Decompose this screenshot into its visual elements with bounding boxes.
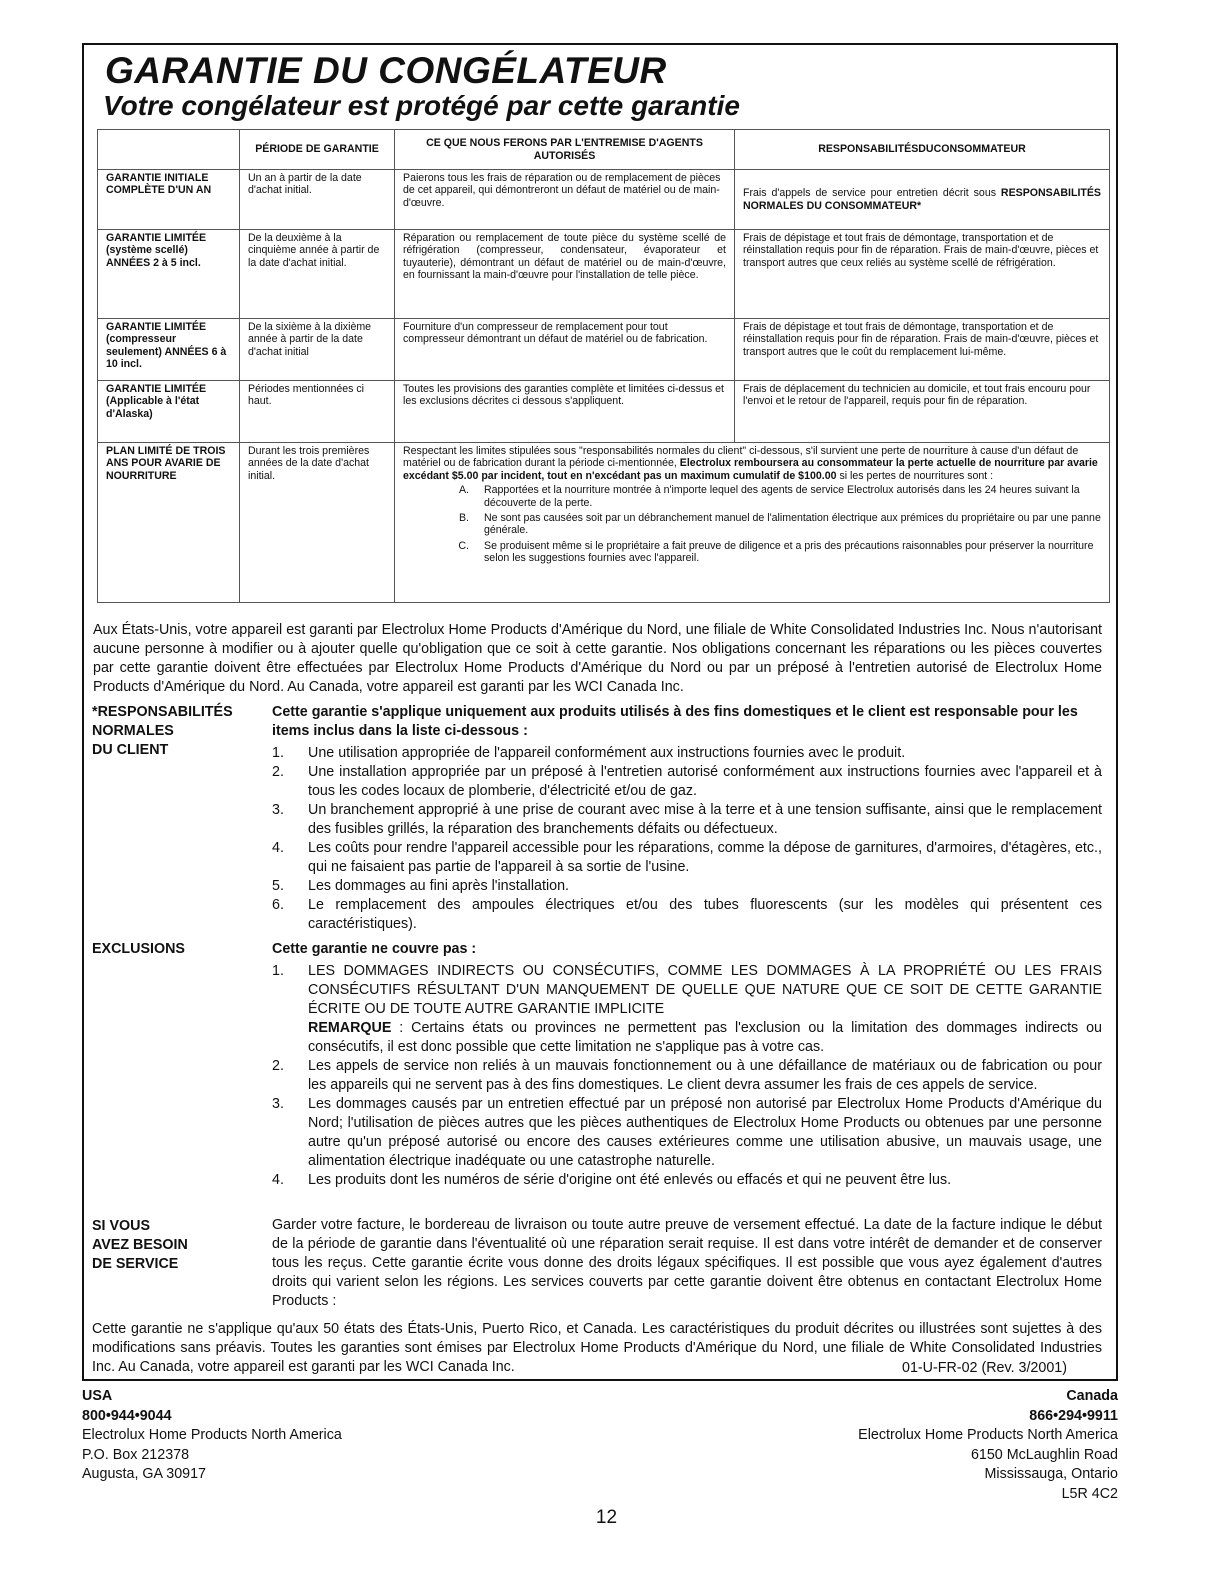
label-line: DU CLIENT xyxy=(92,742,169,758)
address-line: Mississauga, Ontario xyxy=(984,1466,1118,1482)
warranty-type-cell: GARANTIE INITIALE COMPLÈTE D'UN AN xyxy=(98,170,240,230)
section-lead: Cette garantie s'applique uniquement aux produits utilisés à des fins domestiques et le client est responsable pour les items inclus dans la liste ci-dessous : xyxy=(272,704,1078,739)
warranty-type-cell: GARANTIE LIMITÉE (système scellé) ANNÉES 2 à 5 incl. xyxy=(98,230,240,319)
usa-contact xyxy=(82,1387,342,1485)
table-row xyxy=(98,381,1110,443)
warranty-service-cell: Réparation ou remplacement de toute pièce du système scellé de réfrigération (compresseur, condensateur, évaporateur et tuyauterie), démontrant un défaut de matériel ou de main-d'œuvre, en fournissant la main-d'œuvre pour l'installation de telle pièce. xyxy=(395,230,735,319)
table-header-row xyxy=(98,130,1110,170)
closing-paragraph: Cette garantie ne s'applique qu'aux 50 états des États-Unis, Puerto Rico, et Canada. Les caractéristiques du produit décrites ou illustrées sont sujettes à des modifications sans préavis. Toutes les garanties sont émises par Electrolux Home Products d'Amérique du Nord, une filiale de White Consolidated Industries Inc. Au Canada, votre appareil est garanti par les WCI Canada Inc. xyxy=(92,1321,1102,1375)
list-item-text: Une installation appropriée par un préposé à l'entretien autorisé conformément aux instructions fournies avec l'appareil et à tous les codes locaux de plomberie, d'électricité et/ou de gaz. xyxy=(308,764,1102,799)
food-loss-text: si les pertes de nourritures sont : xyxy=(839,469,994,482)
warranty-type-cell: GARANTIE LIMITÉE (Applicable à l'état d'Alaska) xyxy=(98,381,240,443)
list-item xyxy=(403,484,1101,509)
warranty-service-cell: Paierons tous les frais de réparation ou de remplacement de pièces de cet appareil, qui démontreront un défaut de matériel ou de main-d'œuvre. xyxy=(395,170,735,230)
label-line: AVEZ BESOIN xyxy=(92,1237,188,1253)
list-number: 3. xyxy=(272,1096,284,1112)
list-item xyxy=(272,1095,1102,1171)
label-line: NORMALES xyxy=(92,723,174,739)
service-label xyxy=(92,1217,188,1274)
list-item-text: Les dommages au fini après l'installation. xyxy=(308,878,570,894)
warranty-service-cell: Toutes les provisions des garanties complète et limitées ci-dessus et les exclusions décrites ci dessous s'appliquent. xyxy=(395,381,735,443)
list-marker: A. xyxy=(458,484,469,497)
company-name: Electrolux Home Products North America xyxy=(82,1427,342,1443)
page-number: 12 xyxy=(595,1507,618,1528)
exclusions-label: EXCLUSIONS xyxy=(92,941,185,957)
list-marker: C. xyxy=(458,539,469,552)
warranty-service-cell: Fourniture d'un compresseur de remplacement pour tout compresseur démontrant un défaut de matériel ou de fabrication. xyxy=(395,319,735,381)
exclusions-list xyxy=(272,962,1102,1190)
list-item-text: Les dommages causés par un entretien effectué par un préposé non autorisé par Electrolux Home Products d'Amérique du Nord; l'utilisation de pièces autres que les pièces authentiques de Electrolux Home Products ou obtenues par une personne autre qu'un préposé autorisé ou encore des causes extérieures comme une utilisation abusive, un mauvais usage, une alimentation électrique inadéquate ou une catastrophe naturelle. xyxy=(308,1096,1102,1169)
list-item-text: Les coûts pour rendre l'appareil accessible pour les réparations, comme la dépose de garnitures, d'armoires, d'étagères, etc., qui ne faisaient pas partie de l'appareil à sa sortie de l'usine. xyxy=(308,840,1102,875)
table-row xyxy=(98,319,1110,381)
warranty-type-cell: PLAN LIMITÉ DE TROIS ANS POUR AVARIE DE NOURRITURE xyxy=(98,443,240,603)
list-item xyxy=(272,839,1102,877)
list-number: 6. xyxy=(272,897,284,913)
list-item-text: Se produisent même si le propriétaire a fait preuve de diligence et a pris des précautions raisonnables pour préserver la nourriture selon les suggestions fournies avec l'appareil. xyxy=(484,539,1094,565)
consumer-responsibility-cell: Frais de dépistage et tout frais de démontage, transportation et de réinstallation requis pour fin de réparation. Frais de main-d'œuvre, pièces et transport autres que ceux reliés au système scellé de réfrigération. xyxy=(735,230,1110,319)
responsibilities-label xyxy=(92,703,233,760)
list-item xyxy=(272,763,1102,801)
list-number: 2. xyxy=(272,764,284,780)
list-item xyxy=(272,962,1102,1057)
table-row xyxy=(98,230,1110,319)
list-number: 1. xyxy=(272,963,284,979)
list-number: 3. xyxy=(272,802,284,818)
consumer-responsibility-cell: Frais de déplacement du technicien au domicile, et tout frais encouru pour l'envoi et le retour de l'appareil, requis pour fin de réparation. xyxy=(735,381,1110,443)
label-line: *RESPONSABILITÉS xyxy=(92,704,233,720)
list-number: 4. xyxy=(272,840,284,856)
food-loss-text: Respectant les limites stipulées sous "responsabilités normales du client" ci-dessous, s'il survient une perte de nourriture à cause d'un défaut de matériel ou de fabrication durant la période ci-mentionnée, xyxy=(403,445,1079,470)
list-item-text: LES DOMMAGES INDIRECTS OU CONSÉCUTIFS, COMME LES DOMMAGES À LA PROPRIÉTÉ OU LES FRAIS CONSÉCUTIFS RÉSULTANT D'UN MANQUEMENT DE QUELLE QUE NATURE QUE CE SOIT DE CETTE GARANTIE ÉCRITE OU DE TOUTE AUTRE GARANTIE IMPLICITE xyxy=(308,963,1102,1017)
list-item-text: Les appels de service non reliés à un mauvais fonctionnement ou à une défaillance de matériaux ou de fabrication ou pour les appareils qui ne servent pas à des fins domestiques. Le client devra assumer les frais de ces appels de service. xyxy=(308,1058,1102,1093)
list-number: 5. xyxy=(272,878,284,894)
warranty-type-cell: GARANTIE LIMITÉE (compresseur seulement) ANNÉES 6 à 10 incl. xyxy=(98,319,240,381)
label-line: DE SERVICE xyxy=(92,1256,179,1272)
section-lead: Cette garantie ne couvre pas : xyxy=(272,941,477,957)
list-item-text: Le remplacement des ampoules électriques et/ou des tubes fluorescents (sur les modèles qui présentent ces caractéristiques). xyxy=(308,897,1102,932)
consumer-text-bold: RESPONSABILITÉS NORMALES DU CONSOMMATEUR* xyxy=(743,187,1101,212)
list-item-text: Un branchement approprié à une prise de courant avec mise à la terre et à une tension suffisante, ainsi que le remplacement des fusibles grillés, la réparation des branchements défaits ou défectueux. xyxy=(308,802,1102,837)
list-item-text: Ne sont pas causées soit par un débranchement manuel de l'alimentation électrique aux prémices du propriétaire ou par une panne générale. xyxy=(484,512,1101,537)
table-header-cell xyxy=(98,130,240,170)
list-number: 1. xyxy=(272,745,284,761)
list-item xyxy=(272,1057,1102,1095)
list-item xyxy=(403,540,1101,565)
canada-contact xyxy=(858,1387,1118,1504)
consumer-text: Frais d'appels de service pour entretien décrit sous xyxy=(743,187,997,200)
form-code: 01-U-FR-02 (Rev. 3/2001) xyxy=(902,1360,1068,1376)
company-name: Electrolux Home Products North America xyxy=(858,1427,1118,1443)
phone-number: 866•294•9911 xyxy=(1029,1407,1118,1424)
address-line: P.O. Box 212378 xyxy=(82,1446,190,1463)
table-header-cell: CE QUE NOUS FERONS PAR L'ENTREMISE D'AGENTS AUTORISÉS xyxy=(395,130,735,170)
intro-paragraph: Aux États-Unis, votre appareil est garanti par Electrolux Home Products d'Amérique du Nord, une filiale de White Consolidated Industries Inc. Nous n'autorisant aucune personne à modifier ou à ajouter quelle qu'obligation que ce soit à cette garantie. Nos obligations concernant les réparations ou les pièces couvertes par cette garantie doivent être effectuées par Electrolux Home Products d'Amérique du Nord ou par un préposé à l'entretien autorisé de Electrolux Home Products d'Amérique du Nord. Au Canada, votre appareil est garanti par les WCI Canada Inc. xyxy=(93,622,1102,695)
list-item-text: Les produits dont les numéros de série d'origine ont été enlevés ou effacés et qui ne peuvent être lus. xyxy=(308,1172,952,1188)
list-item-text: Une utilisation appropriée de l'appareil conformément aux instructions fournies avec le produit. xyxy=(308,745,906,761)
table-header-cell: PÉRIODE DE GARANTIE xyxy=(240,130,395,170)
table-row xyxy=(98,170,1110,230)
consumer-responsibility-cell xyxy=(735,170,1110,230)
warranty-period-cell: Durant les trois premières années de la date d'achat initial. xyxy=(240,443,395,603)
label-line: SI VOUS xyxy=(92,1218,150,1234)
warranty-period-cell: De la sixième à la dixième année à partir de la date d'achat initial xyxy=(240,319,395,381)
list-item xyxy=(272,744,1102,763)
table-row xyxy=(98,443,1110,603)
exclusions-section xyxy=(272,940,1102,1190)
warranty-table xyxy=(97,129,1110,603)
food-loss-plan-cell xyxy=(395,443,1110,603)
food-loss-text-bold: Electrolux remboursera au consommateur la perte actuelle de nourriture par avarie excédant $5.00 par incident, tout en n'excédant pas un maximum cumulatif de $100.00 xyxy=(403,457,1098,482)
responsibilities-list xyxy=(272,744,1102,934)
address-line: 6150 McLaughlin Road xyxy=(970,1446,1118,1463)
address-line: Augusta, GA 30917 xyxy=(82,1466,207,1482)
list-item xyxy=(403,512,1101,537)
remark-text: : Certains états ou provinces ne permettent pas l'exclusion ou la limitation des dommages indirects ou consécutifs, il est donc possible que cette limitation ne s'applique pas à votre cas. xyxy=(308,1020,1102,1055)
country-name: USA xyxy=(82,1388,113,1404)
address-line: L5R 4C2 xyxy=(1061,1485,1118,1502)
list-item xyxy=(272,877,1102,896)
page-subtitle: Votre congélateur est protégé par cette garantie xyxy=(103,90,740,121)
list-number: 4. xyxy=(272,1172,284,1188)
warranty-period-cell: Un an à partir de la date d'achat initial. xyxy=(240,170,395,230)
list-item-text: Rapportées et la nourriture montrée à n'importe lequel des agents de service Electrolux autorisés dans les 24 heures suivant la découverte de la perte. xyxy=(484,484,1080,509)
table-header-cell: RESPONSABILITÉSDUCONSOMMATEUR xyxy=(735,130,1110,170)
list-number: 2. xyxy=(272,1058,284,1074)
service-paragraph: Garder votre facture, le bordereau de livraison ou toute autre preuve de versement effectué. La date de la facture indique le début de la période de garantie dans l'éventualité où une réparation serait requise. Il est dans votre intérêt de demander et de conserver tous les reçus. Cette garantie écrite vous donne des droits légaux spécifiques. Il est possible que vous ayez également d'autres droits qui varient selon les régions. Les services couverts par cette garantie doivent être obtenus en contactant Electrolux Home Products : xyxy=(272,1217,1102,1309)
warranty-period-cell: Périodes mentionnées ci haut. xyxy=(240,381,395,443)
consumer-responsibility-cell: Frais de dépistage et tout frais de démontage, transportation et de réinstallation requis pour fin de réparation. Frais de main-d'œuvre, pièces et transport autres que le coût du remplacement lui-même. xyxy=(735,319,1110,381)
food-loss-conditions xyxy=(403,484,1101,564)
phone-number: 800•944•9044 xyxy=(82,1407,172,1424)
country-name: Canada xyxy=(1066,1388,1118,1404)
warranty-period-cell: De la deuxième à la cinquième année à partir de la date d'achat initial. xyxy=(240,230,395,319)
remark-label: REMARQUE xyxy=(308,1020,392,1036)
list-item xyxy=(272,896,1102,934)
page-title: GARANTIE DU CONGÉLATEUR xyxy=(105,50,667,91)
list-marker: B. xyxy=(458,512,469,525)
list-item xyxy=(272,801,1102,839)
responsibilities-section xyxy=(272,703,1102,934)
list-item xyxy=(272,1171,1102,1190)
